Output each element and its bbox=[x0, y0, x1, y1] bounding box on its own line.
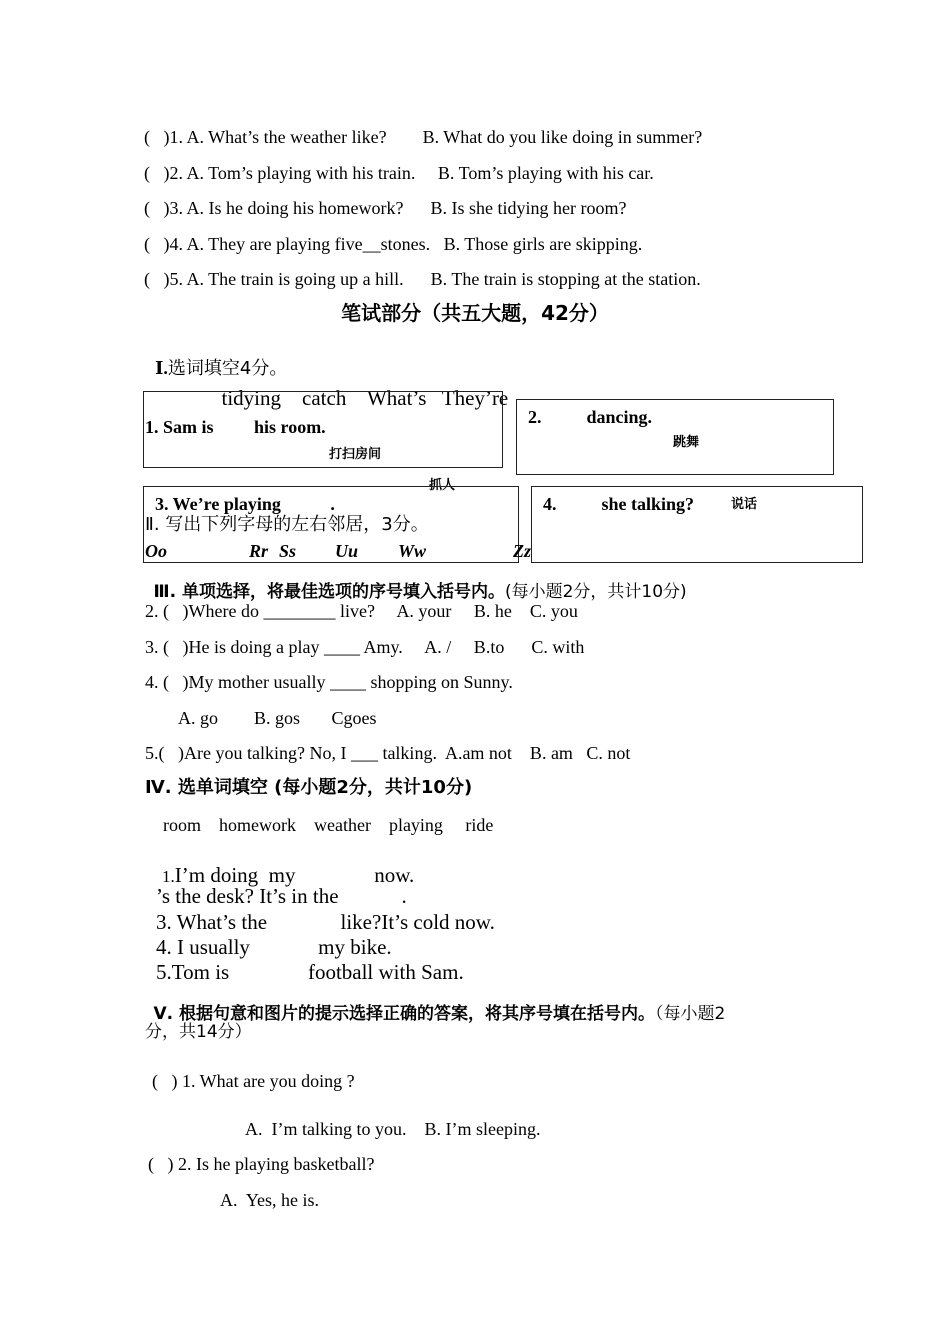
letter-ww: Ww bbox=[398, 541, 427, 561]
section-2-title: Ⅱ. 写出下列字母的左右邻居，3分。 bbox=[145, 514, 429, 535]
section-3-heading bbox=[145, 566, 687, 601]
section-5-score: （每小题2 bbox=[655, 1004, 726, 1024]
written-part-title: 笔试部分（共五大题，42分） bbox=[341, 301, 609, 325]
listening-q5: ( )5. A. The train is going up a hill. B. The train is stopping at the station. bbox=[144, 269, 701, 289]
letter-ss: Ss bbox=[279, 541, 297, 561]
box-1-sentence: 1. Sam is his room. bbox=[145, 417, 326, 437]
fill-question-1 bbox=[154, 849, 414, 886]
letter-uu: Uu bbox=[335, 541, 359, 561]
picture-question-1: ( ) 1. What are you doing ? bbox=[152, 1071, 355, 1091]
picture-question-1-options: A. I’m talking to you. B. I’m sleeping. bbox=[245, 1119, 541, 1139]
section-4-word-bank: room homework weather playing ride bbox=[163, 815, 494, 835]
word-bank-item: They’re bbox=[441, 386, 509, 410]
word-bank-item: catch bbox=[302, 386, 347, 410]
mc-question-2: 2. ( )Where do ________ live? A. your B. he C. you bbox=[145, 601, 578, 621]
section-4-title: Ⅳ. 选单词填空 (每小题2分，共计10分) bbox=[145, 777, 473, 798]
fill-question-4: 4. I usually my bike. bbox=[156, 935, 392, 959]
box-4-sentence: 4. she talking? bbox=[543, 494, 695, 514]
section-5-title: Ⅴ. 根据句意和图片的提示选择正确的答案，将其序号填在括号内。 bbox=[153, 1004, 656, 1024]
word-bank-item: tidying bbox=[221, 386, 282, 410]
box-3-hint: 抓人 bbox=[429, 478, 456, 493]
mc-question-4-options: A. go B. gos Cgoes bbox=[178, 708, 377, 728]
letter-oo: Oo bbox=[145, 541, 167, 561]
listening-q1: ( )1. A. What’s the weather like? B. What do you like doing in summer? bbox=[144, 127, 703, 147]
listening-q2: ( )2. A. Tom’s playing with his train. B. Tom’s playing with his car. bbox=[144, 163, 654, 183]
section-5-heading bbox=[145, 988, 725, 1023]
picture-question-2: ( ) 2. Is he playing basketball? bbox=[148, 1154, 375, 1174]
box-4-hint: 说话 bbox=[731, 497, 758, 512]
fill-question-5: 5.Tom is football with Sam. bbox=[156, 960, 464, 984]
section-3-score: (每小题2分，共计10分) bbox=[504, 582, 687, 602]
letter-rr: Rr bbox=[249, 541, 269, 561]
picture-question-2-options: A. Yes, he is. bbox=[220, 1190, 320, 1210]
section-5-score-continued: 分，共14分） bbox=[145, 1022, 252, 1042]
box-3-sentence: 3. We’re playing . bbox=[155, 494, 335, 514]
mc-question-5: 5.( )Are you talking? No, I ___ talking. A.am not B. am C. not bbox=[145, 743, 631, 763]
listening-q4: ( )4. A. They are playing five__stones. B. Those girls are skipping. bbox=[144, 234, 643, 254]
box-2-sentence: 2. dancing. bbox=[528, 407, 653, 427]
word-bank-item: What’s bbox=[366, 386, 427, 410]
fill-question-3: 3. What’s the like?It’s cold now. bbox=[156, 910, 495, 934]
letter-zz: Zz bbox=[513, 541, 531, 561]
listening-q3: ( )3. A. Is he doing his homework? B. Is she tidying her room? bbox=[144, 198, 627, 218]
mc-question-3: 3. ( )He is doing a play ____ Amy. A. / B.to C. with bbox=[145, 637, 585, 657]
section-1-number: Ⅰ. bbox=[155, 358, 168, 378]
box-1-hint: 打扫房间 bbox=[329, 447, 382, 462]
fill-question-1-text: I’m doing my now. bbox=[174, 863, 415, 887]
mc-question-4: 4. ( )My mother usually ____ shopping on Sunny. bbox=[145, 672, 513, 692]
fill-question-2: ’s the desk? It’s in the . bbox=[156, 884, 407, 908]
fill-question-1-number: 1. bbox=[162, 867, 175, 886]
box-2-hint: 跳舞 bbox=[673, 435, 700, 450]
section-3-title: Ⅲ. 单项选择，将最佳选项的序号填入括号内。 bbox=[153, 582, 505, 602]
section-1-title: 选词填空4分。 bbox=[167, 358, 288, 379]
